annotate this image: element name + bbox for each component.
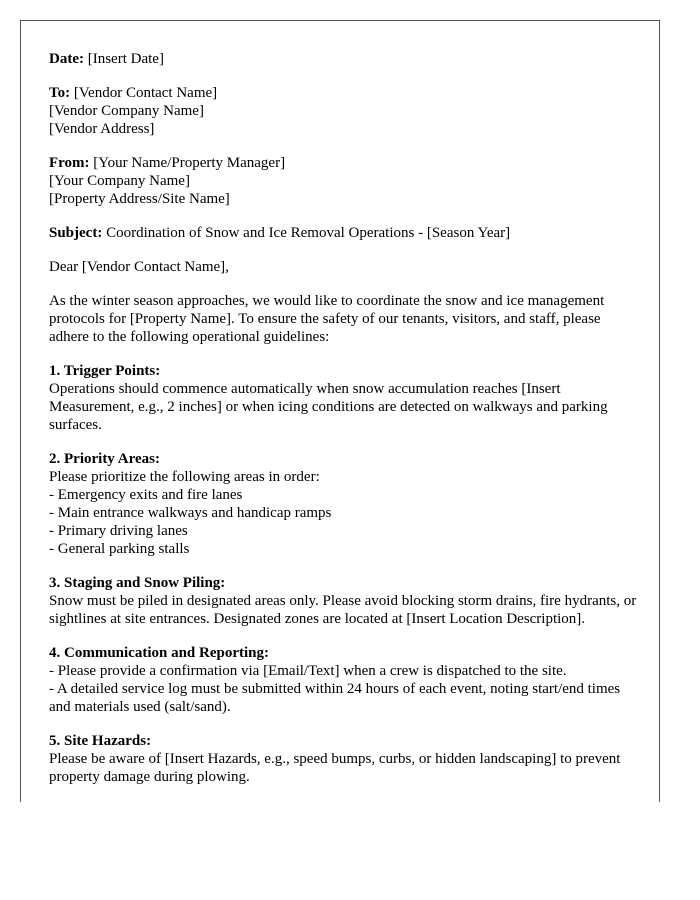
section-intro: Please prioritize the following areas in order:: [49, 469, 320, 485]
section-site-hazards: [49, 732, 639, 786]
date-line: [49, 50, 639, 68]
subject-value: Coordination of Snow and Ice Removal Operations - [Season Year]: [106, 225, 511, 241]
sender-name: [Your Name/Property Manager]: [93, 155, 286, 171]
list-item: - A detailed service log must be submitted within 24 hours of each event, noting start/end times and materials used (salt/sand).: [49, 681, 621, 715]
list-item: - Primary driving lanes: [49, 523, 188, 539]
section-title: 5. Site Hazards:: [49, 733, 152, 749]
sender-company-name: [Your Company Name]: [49, 173, 190, 189]
section-communication: [49, 644, 639, 716]
salutation: Dear [Vendor Contact Name],: [49, 259, 229, 275]
vendor-contact-name: [Vendor Contact Name]: [73, 85, 218, 101]
date-block: [49, 50, 639, 68]
subject-block: [49, 224, 639, 242]
date-value: [Insert Date]: [87, 51, 164, 67]
section-staging: [49, 574, 639, 628]
subject-label: Subject:: [49, 225, 103, 241]
vendor-company-name: [Vendor Company Name]: [49, 103, 204, 119]
section-priority-areas: [49, 450, 639, 558]
list-item: - General parking stalls: [49, 541, 190, 557]
from-block: [49, 154, 639, 208]
list-item: - Please provide a confirmation via [Email/Text] when a crew is dispatched to the site.: [49, 663, 567, 679]
from-label: From:: [49, 155, 90, 171]
section-title: 3. Staging and Snow Piling:: [49, 575, 226, 591]
vendor-address: [Vendor Address]: [49, 121, 155, 137]
section-title: 2. Priority Areas:: [49, 451, 160, 467]
date-label: Date:: [49, 51, 84, 67]
section-text: Operations should commence automatically when snow accumulation reaches [Insert Measurement, e.g., 2 inches] or when icing conditions are detected on walkways and parking surfaces.: [49, 381, 608, 433]
section-trigger-points: [49, 362, 639, 434]
section-text: Please be aware of [Insert Hazards, e.g., speed bumps, curbs, or hidden landscaping] to prevent property damage during plowing.: [49, 751, 621, 785]
property-address: [Property Address/Site Name]: [49, 191, 230, 207]
letter-page: [20, 20, 660, 802]
section-title: 1. Trigger Points:: [49, 363, 161, 379]
to-line-1: [49, 84, 639, 102]
section-title: 4. Communication and Reporting:: [49, 645, 270, 661]
intro-paragraph: [49, 292, 639, 346]
subject-line: [49, 224, 639, 242]
to-label: To:: [49, 85, 71, 101]
to-block: [49, 84, 639, 138]
intro-text: As the winter season approaches, we would like to coordinate the snow and ice management protocols for [Property Name]. To ensure the safety of our tenants, visitors, and staff, please adhere to the following operational guidelines:: [49, 293, 605, 345]
section-text: Snow must be piled in designated areas only. Please avoid blocking storm drains, fire hydrants, or sightlines at site entrances. Designated zones are located at [Insert Location Description].: [49, 593, 637, 627]
list-item: - Emergency exits and fire lanes: [49, 487, 243, 503]
letter-content: [49, 50, 639, 802]
list-item: - Main entrance walkways and handicap ramps: [49, 505, 332, 521]
salutation-block: [49, 258, 639, 276]
from-line-1: [49, 154, 639, 172]
